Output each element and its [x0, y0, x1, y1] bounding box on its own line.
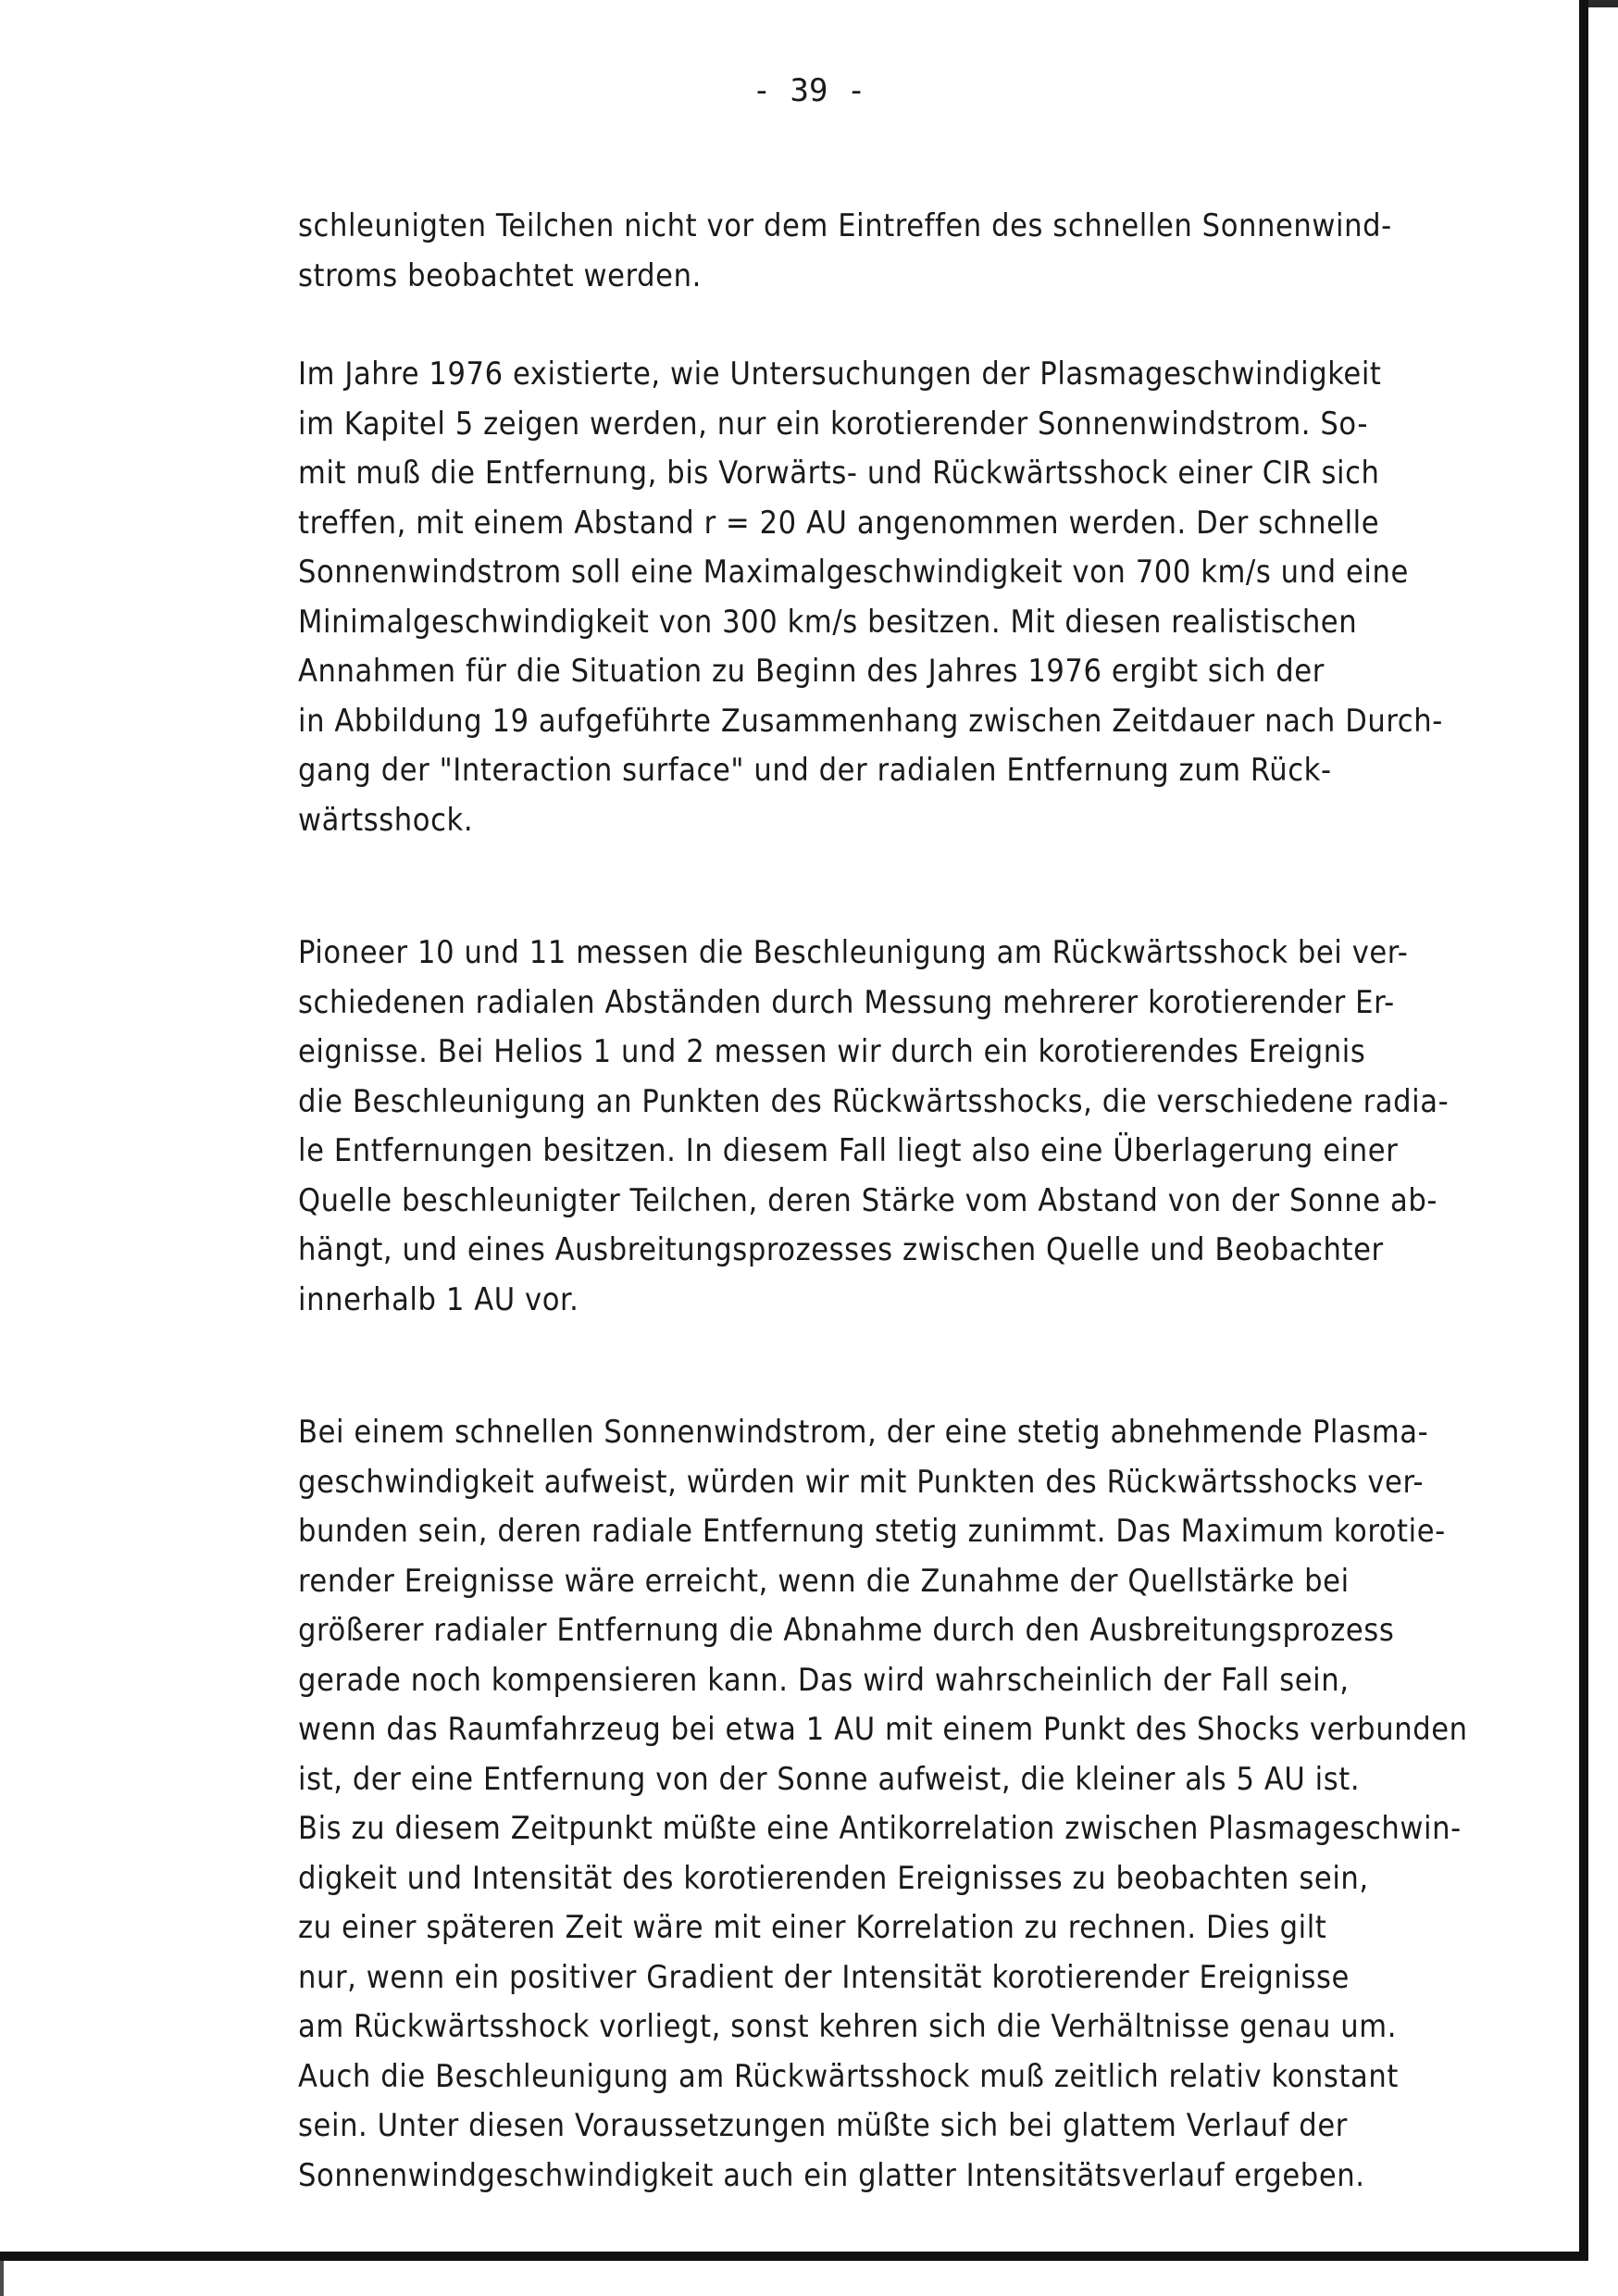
text-line: render Ereignisse wäre erreicht, wenn die Zunahme der Quellstärke bei: [298, 1562, 1350, 1600]
text-line: Im Jahre 1976 existierte, wie Untersuchungen der Plasmageschwindigkeit: [298, 356, 1382, 393]
text-line: Quelle beschleunigter Teilchen, deren Stärke vom Abstand von der Sonne ab-: [298, 1181, 1438, 1219]
text-line: im Kapitel 5 zeigen werden, nur ein korotierender Sonnenwindstrom. So-: [298, 405, 1368, 443]
text-line: Bei einem schnellen Sonnenwindstrom, der eine stetig abnehmende Plasma-: [298, 1414, 1429, 1451]
text-line: zu einer späteren Zeit wäre mit einer Korrelation zu rechnen. Dies gilt: [298, 1909, 1327, 1946]
paragraph-3: [298, 929, 1520, 1325]
text-line: gerade noch kompensieren kann. Das wird wahrscheinlich der Fall sein,: [298, 1661, 1350, 1699]
text-line: le Entfernungen besitzen. In diesem Fall liegt also eine Überlagerung einer: [298, 1132, 1399, 1169]
text-line: stroms beobachtet werden.: [298, 256, 702, 294]
text-line: innerhalb 1 AU vor.: [298, 1280, 579, 1318]
text-line: gang der "Interaction surface" und der radialen Entfernung zum Rück-: [298, 752, 1332, 789]
paragraph-2: [298, 350, 1520, 845]
text-line: mit muß die Entfernung, bis Vorwärts- und Rückwärtsshock einer CIR sich: [298, 455, 1380, 492]
text-line: Sonnenwindstrom soll eine Maximalgeschwindigkeit von 700 km/s und eine: [298, 554, 1409, 591]
text-line: eignisse. Bei Helios 1 und 2 messen wir durch ein korotierendes Ereignis: [298, 1033, 1366, 1070]
text-line: in Abbildung 19 aufgeführte Zusammenhang zwischen Zeitdauer nach Durch-: [298, 702, 1443, 740]
text-line: schleunigten Teilchen nicht vor dem Eintreffen des schnellen Sonnenwind-: [298, 207, 1392, 244]
text-line: Sonnenwindgeschwindigkeit auch ein glatter Intensitätsverlauf ergeben.: [298, 2156, 1365, 2194]
text-line: Pioneer 10 und 11 messen die Beschleunigung am Rückwärtsshock bei ver-: [298, 934, 1409, 971]
document-body: [298, 202, 1520, 2201]
paragraph-4: [298, 1408, 1520, 2201]
text-line: wärtsshock.: [298, 801, 474, 839]
text-line: bunden sein, deren radiale Entfernung stetig zunimmt. Das Maximum korotie-: [298, 1513, 1446, 1550]
text-line: schiedenen radialen Abständen durch Messung mehrerer korotierender Er-: [298, 983, 1395, 1021]
text-line: am Rückwärtsshock vorliegt, sonst kehren sich die Verhältnisse genau um.: [298, 2008, 1398, 2045]
text-line: Bis zu diesem Zeitpunkt müßte eine Antikorrelation zwischen Plasmageschwin-: [298, 1810, 1462, 1847]
text-line: ist, der eine Entfernung von der Sonne aufweist, die kleiner als 5 AU ist.: [298, 1760, 1361, 1798]
text-line: Auch die Beschleunigung am Rückwärtsshock muß zeitlich relativ konstant: [298, 2057, 1399, 2095]
text-line: digkeit und Intensität des korotierenden Ereignisses zu beobachten sein,: [298, 1859, 1369, 1897]
text-line: sein. Unter diesen Voraussetzungen müßte sich bei glattem Verlauf der: [298, 2107, 1348, 2144]
text-line: Minimalgeschwindigkeit von 300 km/s besitzen. Mit diesen realistischen: [298, 603, 1358, 641]
text-line: wenn das Raumfahrzeug bei etwa 1 AU mit einem Punkt des Shocks verbunden: [298, 1711, 1468, 1748]
page-number: - 39 -: [752, 72, 866, 109]
text-line: die Beschleunigung an Punkten des Rückwärtsshocks, die verschiedene radia-: [298, 1082, 1450, 1120]
text-line: Annahmen für die Situation zu Beginn des Jahres 1976 ergibt sich der: [298, 653, 1325, 690]
paragraph-1: [298, 202, 1520, 301]
text-line: größerer radialer Entfernung die Abnahme durch den Ausbreitungsprozess: [298, 1612, 1395, 1649]
text-line: treffen, mit einem Abstand r = 20 AU angenommen werden. Der schnelle: [298, 504, 1380, 542]
text-line: nur, wenn ein positiver Gradient der Intensität korotierender Ereignisse: [298, 1958, 1350, 1996]
text-line: geschwindigkeit aufweist, würden wir mit Punkten des Rückwärtsshocks ver-: [298, 1463, 1425, 1501]
text-line: hängt, und eines Ausbreitungsprozesses zwischen Quelle und Beobachter: [298, 1231, 1384, 1268]
